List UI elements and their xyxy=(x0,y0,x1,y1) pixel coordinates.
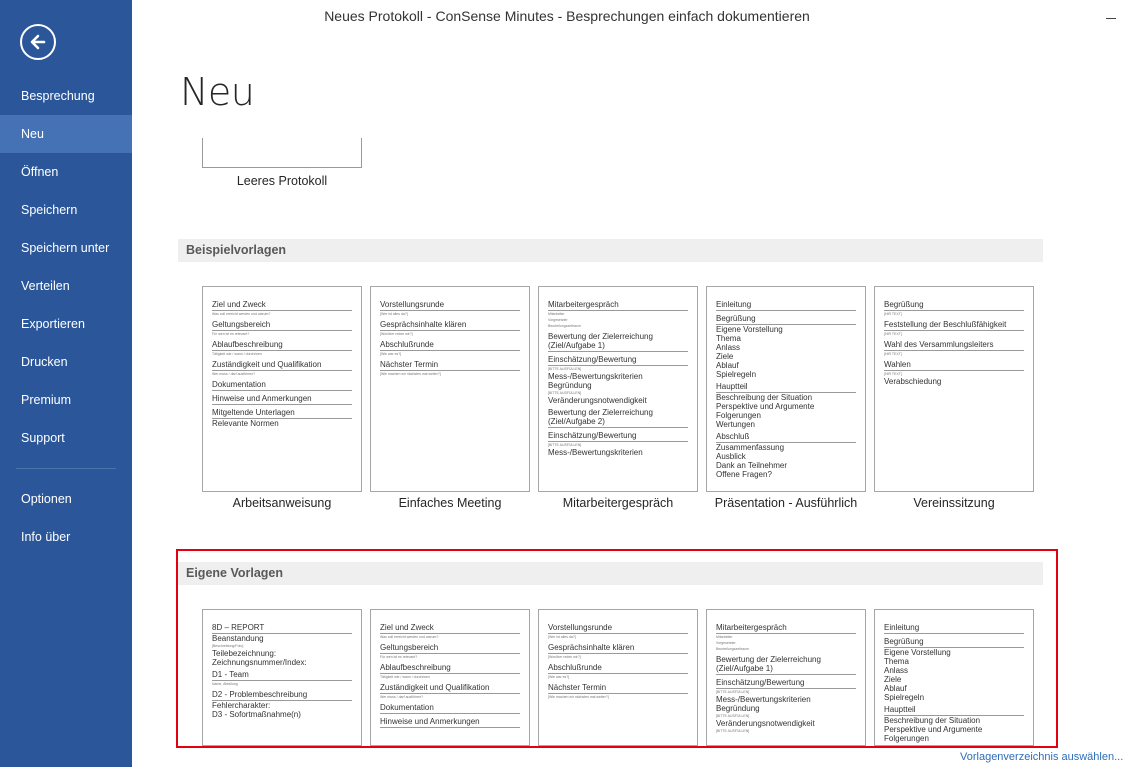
template-preview-line: [Wie machen wir nächstes mal weiter?] xyxy=(548,695,609,699)
nav-support[interactable]: Support xyxy=(21,431,65,445)
template-preview-line: Mess-/Bewertungskriterien xyxy=(548,372,643,381)
template-preview-line: [BITTE AUSFÜLLEN] xyxy=(716,714,750,718)
template-preview-line: Beschreibung der Situation xyxy=(716,393,813,402)
template-preview-line: Feststellung der Beschlußfähigkeit xyxy=(884,320,1024,331)
template-preview-line: Perspektive und Argumente xyxy=(716,402,815,411)
template-preview-line: Wertungen xyxy=(716,420,755,429)
template-preview-line: Beanstandung xyxy=(212,634,264,643)
nav-divider xyxy=(16,468,116,469)
minimize-icon[interactable] xyxy=(1104,6,1118,20)
template-preview-line: Hauptteil xyxy=(884,705,1024,716)
backstage-sidebar xyxy=(0,0,132,767)
template-preview-line: Folgerungen xyxy=(716,411,761,420)
template-preview-line: D2 - Problembeschreibung xyxy=(212,690,352,701)
template-preview-line: [HIR TEXT] xyxy=(884,372,902,376)
template-preview-line: Begrüßung xyxy=(884,637,1024,648)
template-preview-line: Begründung xyxy=(548,381,592,390)
template-preview-line: Spielregeln xyxy=(716,370,757,379)
template-preview-line: Ablauf xyxy=(884,684,907,693)
template-preview-line: Beurteilungszeitraum xyxy=(548,324,581,328)
template-preview-line: Veränderungsnotwendigkeit xyxy=(716,719,815,728)
template-preview-line: Ablaufbeschreibung xyxy=(212,340,352,351)
template-thumbnail[interactable] xyxy=(706,286,866,492)
template-preview-line: Perspektive und Argumente xyxy=(884,725,983,734)
template-preview-line: Verabschiedung xyxy=(884,377,942,386)
template-preview-line: Bewertung der Zielerreichung (Ziel/Aufgabe 2) xyxy=(548,408,688,428)
nav-oeffnen[interactable]: Öffnen xyxy=(21,165,59,179)
template-preview-line: Geltungsbereich xyxy=(380,643,520,654)
template-preview-line: Offene Fragen? xyxy=(716,470,772,479)
template-preview-line: Folgerungen xyxy=(884,734,929,743)
template-preview-line: 8D – REPORT xyxy=(212,623,352,634)
template-preview-line: [Wer ist alles da?] xyxy=(548,635,576,639)
template-preview-line: Teilebezeichnung: xyxy=(212,649,277,658)
template-preview-line: Was soll erreicht werden und warum? xyxy=(212,312,271,316)
template-preview-line: [HIR TEXT] xyxy=(884,332,902,336)
template-preview-line: [BITTE AUSFÜLLEN] xyxy=(716,729,750,733)
template-preview-line: Zeichnungsnummer/Index: xyxy=(212,658,307,667)
template-preview-line: Mess-/Bewertungskriterien xyxy=(716,695,811,704)
template-preview-line: Nächster Termin xyxy=(548,683,688,694)
template-preview-line: Einschätzung/Bewertung xyxy=(716,678,856,689)
template-preview-line: Ausblick xyxy=(716,452,746,461)
template-preview-line: [Wie war es?] xyxy=(548,675,570,679)
template-preview-line: Abschlußrunde xyxy=(548,663,688,674)
template-preview-line: Ziel und Zweck xyxy=(380,623,520,634)
template-preview-line: Wahlen xyxy=(884,360,1024,371)
nav-optionen[interactable]: Optionen xyxy=(21,492,72,506)
template-preview-line: Vorstellungsrunde xyxy=(548,623,688,634)
template-preview-line: Bewertung der Zielerreichung (Ziel/Aufgabe 1) xyxy=(716,655,856,675)
template-preview-line: [BITTE AUSFÜLLEN] xyxy=(716,690,750,694)
template-preview-line: Einschätzung/Bewertung xyxy=(548,355,688,366)
template-preview-line: Für wen ist es relevant? xyxy=(380,655,418,659)
template-thumbnail[interactable] xyxy=(538,286,698,492)
template-preview-line: Nächster Termin xyxy=(380,360,520,371)
nav-premium[interactable]: Premium xyxy=(21,393,72,407)
template-preview-line: Fehlercharakter: xyxy=(212,701,271,710)
template-preview-line: [BITTE AUSFÜLLEN] xyxy=(548,367,582,371)
template-preview-line: Hinweise und Anmerkungen xyxy=(380,717,520,728)
nav-drucken[interactable]: Drucken xyxy=(21,355,68,369)
template-preview-line: Hinweise und Anmerkungen xyxy=(212,394,352,405)
template-preview-line: Geltungsbereich xyxy=(212,320,352,331)
template-preview-line: Wer muss / darf ausführen? xyxy=(212,372,256,376)
template-label[interactable]: Präsentation - Ausführlich xyxy=(714,496,858,510)
nav-besprechung[interactable]: Besprechung xyxy=(21,89,95,103)
own-templates-header: Eigene Vorlagen xyxy=(178,562,1043,585)
nav-info-ueber[interactable]: Info über xyxy=(21,530,71,544)
template-preview-line: Mitarbeitergespräch xyxy=(716,623,856,634)
template-preview-line: Abschluß xyxy=(716,432,856,443)
template-preview-line: Was soll erreicht werden und warum? xyxy=(380,635,439,639)
template-preview-line: Begrüßung xyxy=(716,314,856,325)
template-preview-line: D3 - Sofortmaßnahme(n) xyxy=(212,710,301,719)
template-thumbnail[interactable] xyxy=(202,286,362,492)
template-preview-line: Mitarbeiter xyxy=(716,635,733,639)
template-preview-line: [Wie machen wir nächstes mal weiter?] xyxy=(380,372,441,376)
template-preview-line: Wer muss / darf ausführen? xyxy=(380,695,424,699)
template-preview-line: [Worüber reden wir?] xyxy=(548,655,581,659)
highlight-frame xyxy=(176,549,1058,748)
template-label[interactable]: Mitarbeitergespräch xyxy=(562,496,674,510)
template-preview-line: [Beschreibung/Foto] xyxy=(212,644,244,648)
template-preview-line: Dokumentation xyxy=(212,380,352,391)
template-preview-line: Einschätzung/Bewertung xyxy=(548,431,688,442)
template-preview-line: Mess-/Bewertungskriterien xyxy=(548,448,643,457)
template-preview-line: Für wen ist es relevant? xyxy=(212,332,250,336)
template-preview-line: Beurteilungszeitraum xyxy=(716,647,749,651)
template-preview-line: [BITTE AUSFÜLLEN] xyxy=(548,443,582,447)
template-preview-line: D1 - Team xyxy=(212,670,352,681)
nav-exportieren[interactable]: Exportieren xyxy=(21,317,85,331)
template-preview-line: Dank an Teilnehmer xyxy=(716,461,788,470)
blank-template-thumbnail[interactable] xyxy=(202,138,362,168)
template-preview-line: Ziele xyxy=(884,675,902,684)
nav-speichern[interactable]: Speichern xyxy=(21,203,78,217)
template-preview-line: Vorgesetzter xyxy=(716,641,736,645)
template-preview-line: Begründung xyxy=(716,704,760,713)
template-label[interactable]: Arbeitsanweisung xyxy=(232,496,332,510)
sample-templates-header: Beispielvorlagen xyxy=(178,239,1043,262)
template-preview-line: Wahl des Versammlungsleiters xyxy=(884,340,1024,351)
template-preview-line: [BITTE AUSFÜLLEN] xyxy=(548,391,582,395)
template-preview-line: Einleitung xyxy=(716,300,856,311)
template-preview-line: Spielregeln xyxy=(884,693,925,702)
template-preview-line: Begrüßung xyxy=(884,300,1024,311)
template-preview-line: Ablauf xyxy=(716,361,739,370)
template-preview-line: Dokumentation xyxy=(380,703,520,714)
template-directory-link[interactable]: Vorlagenverzeichnis auswählen... xyxy=(960,751,1124,763)
template-preview-line: Bewertung der Zielerreichung (Ziel/Aufgabe 1) xyxy=(548,332,688,352)
window-title: Neues Protokoll - ConSense Minutes - Besprechungen einfach dokumentieren xyxy=(324,8,810,24)
template-preview-line: Ziele xyxy=(716,352,734,361)
template-preview-line: [HIR TEXT] xyxy=(884,352,902,356)
template-preview-line: Eigene Vorstellung xyxy=(716,325,783,334)
template-preview-line: Zuständigkeit und Qualifikation xyxy=(380,683,520,694)
page-title: Neu xyxy=(180,70,255,114)
template-preview-line: Mitarbeitergespräch xyxy=(548,300,688,311)
template-preview-line: [Wer ist alles da?] xyxy=(380,312,408,316)
template-preview-line: Eigene Vorstellung xyxy=(884,648,951,657)
template-label[interactable]: Einfaches Meeting xyxy=(398,496,502,510)
template-preview-line: Mitgeltende Unterlagen xyxy=(212,408,352,419)
template-preview-line: Zuständigkeit und Qualifikation xyxy=(212,360,352,371)
template-label[interactable]: Vereinssitzung xyxy=(913,496,995,510)
nav-neu[interactable]: Neu xyxy=(0,115,132,153)
template-preview-line: Vorgesetzter xyxy=(548,318,568,322)
template-preview-line: [HIR TEXT] xyxy=(884,312,902,316)
template-preview-line: Abschlußrunde xyxy=(380,340,520,351)
blank-template-label[interactable]: Leeres Protokoll xyxy=(236,174,328,188)
template-preview-line: [Worüber reden wir?] xyxy=(380,332,413,336)
template-preview-line: Name, Abteilung xyxy=(212,682,238,686)
template-preview-line: Gesprächsinhalte klären xyxy=(380,320,520,331)
template-preview-line: Anlass xyxy=(884,666,909,675)
template-preview-line: Einleitung xyxy=(884,623,1024,634)
template-preview-line: Thema xyxy=(884,657,909,666)
template-preview-line: Vorstellungsrunde xyxy=(380,300,520,311)
template-preview-line: Zusammenfassung xyxy=(716,443,785,452)
back-arrow-icon xyxy=(28,32,48,52)
template-preview-line: Thema xyxy=(716,334,741,343)
template-preview-line: Tätigkeit wie / wann / durch/wen xyxy=(380,675,430,679)
template-preview-line: Hauptteil xyxy=(716,382,856,393)
template-preview-line: Beschreibung der Situation xyxy=(884,716,981,725)
template-thumbnail[interactable] xyxy=(370,286,530,492)
nav-verteilen[interactable]: Verteilen xyxy=(21,279,70,293)
template-preview-line: Ablaufbeschreibung xyxy=(380,663,520,674)
template-preview-line: Mitarbeiter xyxy=(548,312,565,316)
back-button[interactable] xyxy=(20,24,56,60)
template-preview-line: Tätigkeit wie / wann / durch/wen xyxy=(212,352,262,356)
template-preview-line: Veränderungsnotwendigkeit xyxy=(548,396,647,405)
template-thumbnail[interactable] xyxy=(874,286,1034,492)
template-preview-line: [Wie war es?] xyxy=(380,352,402,356)
nav-speichern-unter[interactable]: Speichern unter xyxy=(21,241,110,255)
template-preview-line: Anlass xyxy=(716,343,741,352)
template-preview-line: Gesprächsinhalte klären xyxy=(548,643,688,654)
template-preview-line: Relevante Normen xyxy=(212,419,279,428)
template-preview-line: Ziel und Zweck xyxy=(212,300,352,311)
